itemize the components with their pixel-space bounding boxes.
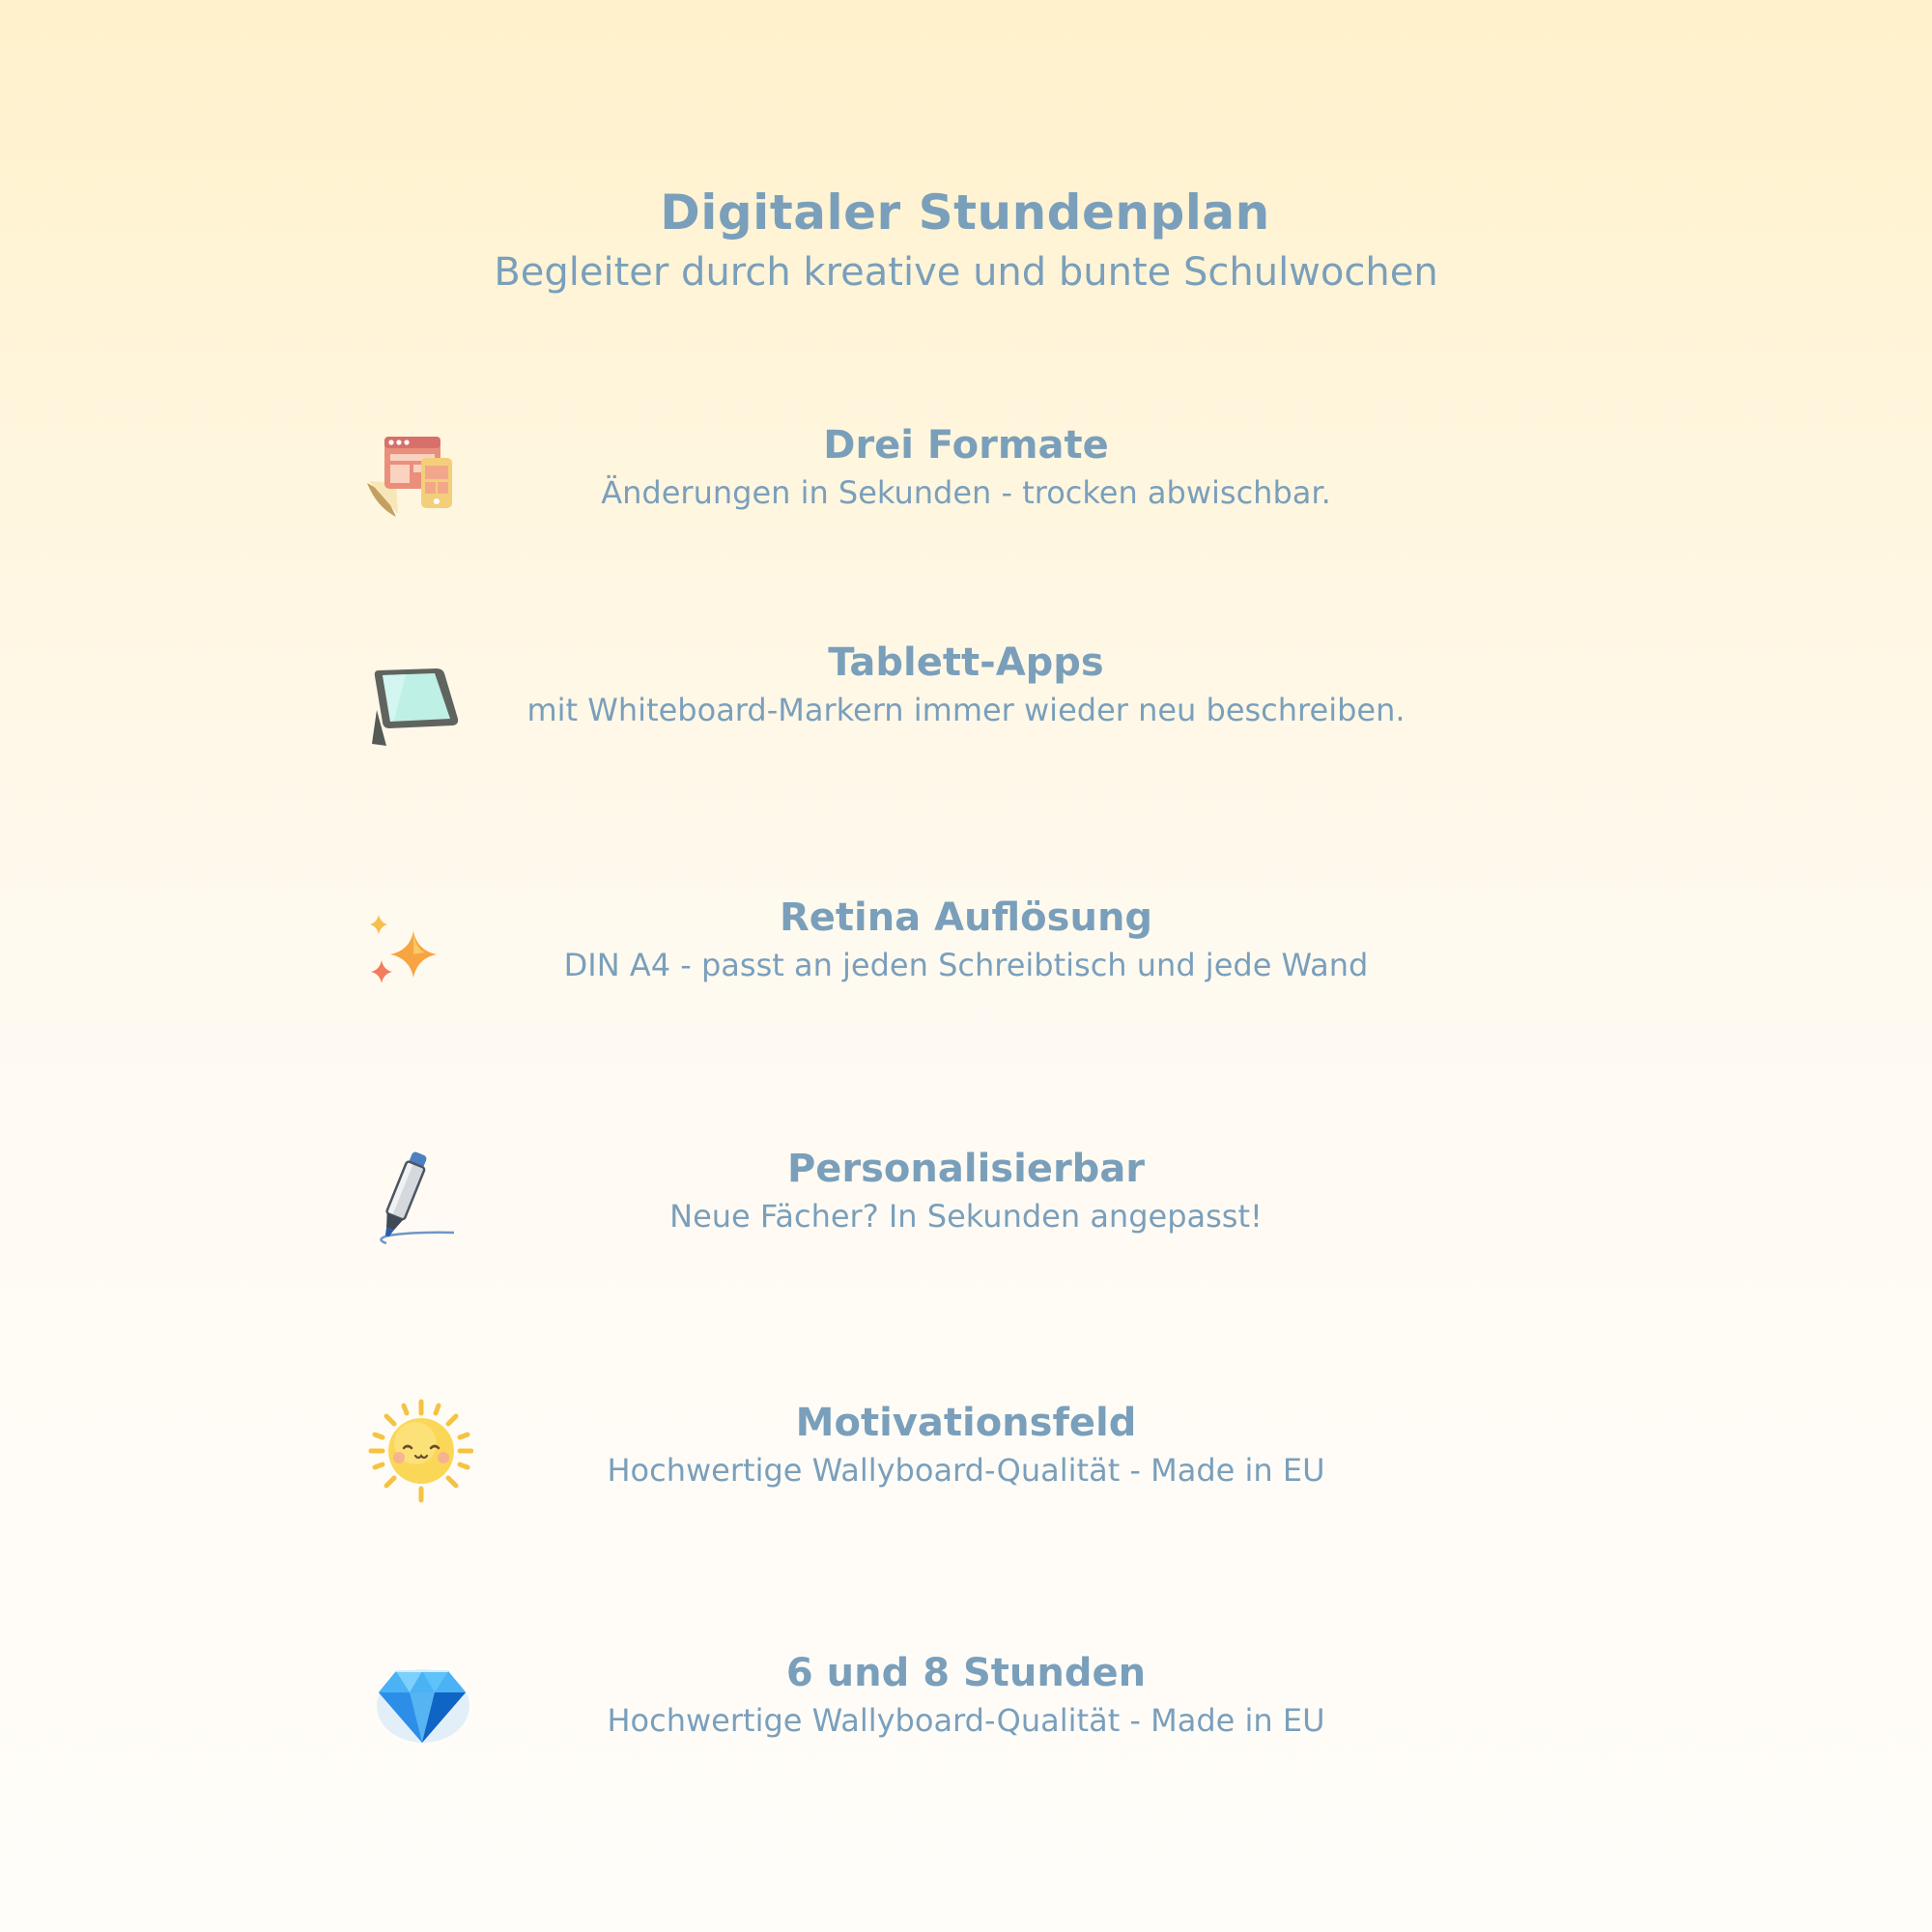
header: [0, 179, 1932, 302]
feature-description: Hochwertige Wallyboard-Qualität - Made in EU: [607, 1452, 1325, 1489]
feature-retina-aufloesung: [0, 893, 1932, 999]
page-subtitle: Begleiter durch kreative und bunte Schulwochen: [494, 250, 1438, 295]
feature-6-und-8-stunden: [0, 1648, 1932, 1754]
feature-personalisierbar: [0, 1144, 1932, 1250]
feature-motivationsfeld: [0, 1398, 1932, 1504]
feature-drei-formate: [0, 420, 1932, 526]
feature-description: Neue Fächer? In Sekunden angepasst!: [669, 1198, 1263, 1235]
feature-text: [0, 1398, 1932, 1492]
feature-description: Hochwertige Wallyboard-Qualität - Made in EU: [607, 1702, 1325, 1739]
page-title: Digitaler Stundenplan: [660, 185, 1270, 241]
feature-text: [0, 420, 1932, 515]
feature-description: DIN A4 - passt an jeden Schreibtisch und jede Wand: [563, 947, 1369, 983]
feature-text: [0, 638, 1932, 732]
feature-title: Tablett-Apps: [828, 640, 1104, 685]
feature-title: Drei Formate: [823, 423, 1109, 468]
feature-text: [0, 1648, 1932, 1743]
feature-title: 6 und 8 Stunden: [785, 1651, 1147, 1695]
feature-text: [0, 893, 1932, 987]
feature-text: [0, 1144, 1932, 1238]
feature-description: mit Whiteboard-Markern immer wieder neu beschreiben.: [526, 692, 1406, 728]
feature-tablett-apps: [0, 638, 1932, 744]
feature-title: Personalisierbar: [786, 1147, 1146, 1191]
feature-description: Änderungen in Sekunden - trocken abwischbar.: [601, 474, 1331, 511]
feature-title: Motivationsfeld: [795, 1401, 1137, 1445]
feature-title: Retina Auflösung: [779, 895, 1153, 940]
